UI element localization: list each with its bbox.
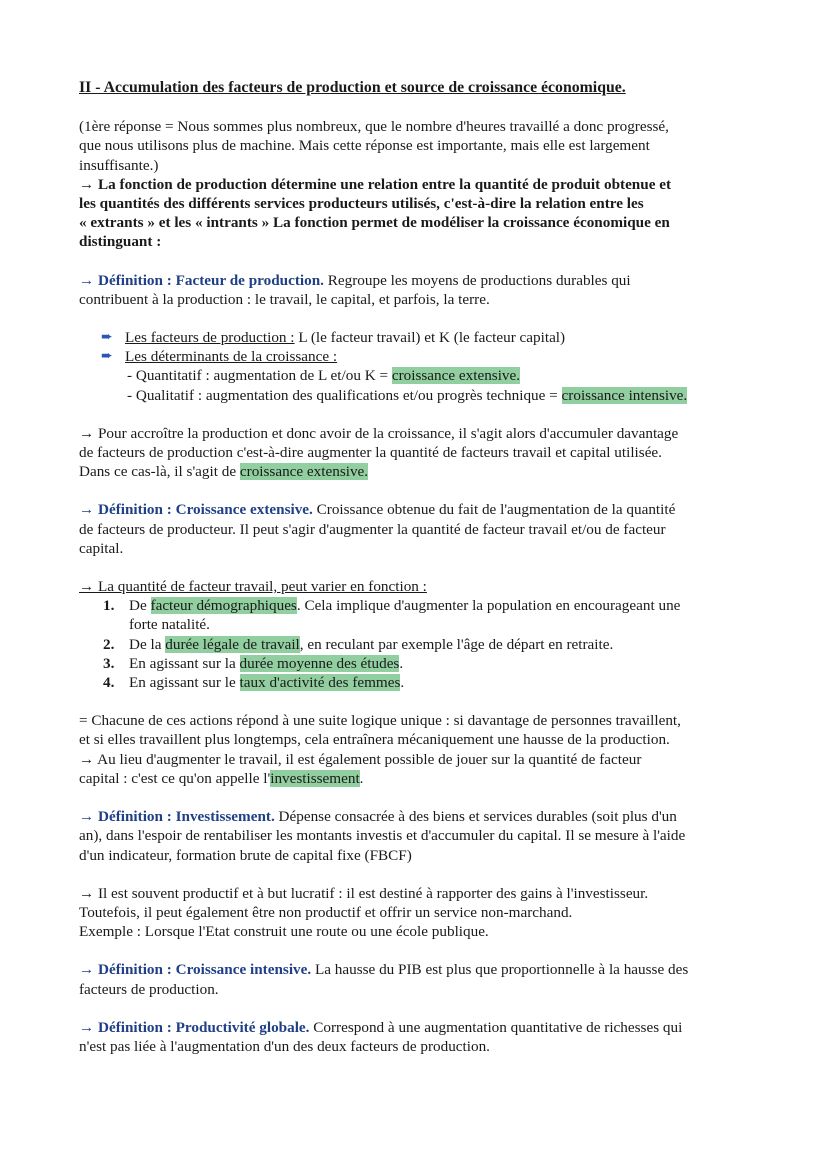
text-line: (1ère réponse = Nous sommes plus nombreux, que le nombre d'heures travaillé a donc progressé, [79, 118, 669, 136]
bullet-item-determinants [101, 347, 759, 366]
definition-label: → Définition : Investissement. [79, 808, 275, 826]
bullet-item-facteurs [101, 328, 759, 347]
text-line: . [359, 769, 364, 787]
numbered-item [103, 654, 759, 673]
arrow-right-icon: ➨ [101, 329, 113, 346]
determinants-sublist [79, 366, 759, 404]
item-number: 2. [103, 635, 115, 653]
definition-extensive [79, 500, 759, 558]
definition-text: Croissance obtenue du fait de l'augmentation de la quantité [312, 501, 676, 519]
item-text: . [400, 674, 405, 692]
highlight: croissance intensive. [561, 386, 688, 404]
text-line: capital : c'est ce qu'on appelle l' [79, 769, 271, 787]
definition-text: La hausse du PIB est plus que proportionnelle à la hausse des [311, 961, 689, 979]
item-number: 4. [103, 674, 115, 692]
item-text: . Cela implique d'augmenter la population en encourageant une [296, 597, 681, 615]
definition-text: Correspond à une augmentation quantitative de richesses qui [309, 1018, 683, 1036]
bullet-label: Les facteurs de production : [125, 329, 295, 347]
text-line: → La fonction de production détermine une relation entre la quantité de produit obtenue et [79, 175, 672, 193]
text-line: et si elles travaillent plus longtemps, cela entraînera mécaniquement une hausse de la production. [79, 731, 670, 749]
item-number: 3. [103, 654, 115, 672]
text-line: Exemple : Lorsque l'Etat construit une route ou une école publique. [79, 923, 489, 941]
fonction-paragraph [79, 175, 759, 252]
definition-facteur [79, 271, 759, 309]
definition-text: Dépense consacrée à des biens et services durables (soit plus d'un [274, 808, 677, 826]
definition-text: n'est pas liée à l'augmentation d'un des deux facteurs de production. [79, 1037, 490, 1055]
highlight: croissance extensive. [239, 463, 369, 481]
numbered-item [103, 673, 759, 692]
item-number: 1. [103, 597, 115, 615]
text-line: → Il est souvent productif et à but lucratif : il est destiné à rapporter des gains à l'investisseur. [79, 884, 649, 902]
text-line: distinguant : [79, 233, 162, 251]
definition-text: capital. [79, 539, 124, 557]
text-line: = Chacune de ces actions répond à une suite logique unique : si davantage de personnes travaillent, [79, 712, 681, 730]
highlight: croissance extensive. [391, 367, 521, 385]
text-line: → Au lieu d'augmenter le travail, il est également possible de jouer sur la quantité de facteur [79, 750, 642, 768]
definition-text: facteurs de production. [79, 980, 219, 998]
item-text: . [399, 654, 404, 672]
sub-item-qualitatif [127, 386, 759, 405]
definition-text: d'un indicateur, formation brute de capital fixe (FBCF) [79, 846, 412, 864]
definition-productivite [79, 1018, 759, 1056]
bullet-label: Les déterminants de la croissance : [125, 348, 338, 366]
item-text: De [129, 597, 151, 615]
sub-item-text: - Qualitatif : augmentation des qualifications et/ou progrès technique = [127, 386, 562, 404]
definition-text: contribuent à la production : le travail, le capital, et parfois, la terre. [79, 290, 490, 308]
text-line: « extrants » et les « intrants » La fonction permet de modéliser la croissance économique en [79, 214, 670, 232]
definition-text: de facteurs de producteur. Il peut s'agir d'augmenter la quantité de facteur travail et/ou de facteur [79, 520, 666, 538]
text-line: de facteurs de production c'est-à-dire augmenter la quantité de facteurs travail et capital utilisée. [79, 444, 662, 462]
definition-text: an), dans l'espoir de rentabiliser les montants investis et d'accumuler du capital. Il se mesure à l'aide [79, 827, 686, 845]
productif-paragraph [79, 884, 759, 942]
bullet-list [101, 328, 759, 366]
intro-paragraph [79, 117, 759, 175]
text-line: que nous utilisons plus de machine. Mais cette réponse est importante, mais elle est largement [79, 137, 650, 155]
highlight: investissement [270, 769, 360, 787]
numbered-list [79, 596, 759, 692]
definition-label: → Définition : Productivité globale. [79, 1018, 310, 1036]
highlight: durée légale de travail [165, 635, 300, 653]
definition-label: → Définition : Croissance intensive. [79, 961, 312, 979]
definition-label: → Définition : Croissance extensive. [79, 501, 313, 519]
document-content [79, 78, 759, 1056]
item-text: En agissant sur le [129, 674, 240, 692]
accroitre-paragraph [79, 424, 759, 482]
bullet-text: L (le facteur travail) et K (le facteur capital) [294, 329, 566, 347]
quantite-section [79, 577, 759, 692]
numbered-item [103, 635, 759, 654]
definition-investissement [79, 807, 759, 865]
sub-item-text: - Quantitatif : augmentation de L et/ou K = [127, 367, 392, 385]
item-text: De la [129, 635, 166, 653]
item-text: forte natalité. [129, 616, 210, 634]
text-line: Dans ce cas-là, il s'agit de [79, 463, 240, 481]
highlight: durée moyenne des études [239, 654, 400, 672]
definition-label: → Définition : Facteur de production. [79, 271, 324, 289]
chacune-paragraph [79, 711, 759, 788]
item-text: En agissant sur la [129, 654, 240, 672]
highlight: taux d'activité des femmes [239, 674, 401, 692]
definition-intensive [79, 960, 759, 998]
arrow-right-icon: ➨ [101, 348, 113, 365]
text-line: insuffisante.) [79, 156, 159, 174]
numbered-item [103, 596, 759, 634]
text-line: les quantités des différents services producteurs utilisés, c'est-à-dire la relation entre les [79, 195, 644, 213]
quantite-heading: → La quantité de facteur travail, peut varier en fonction : [79, 578, 427, 596]
sub-item-quantitatif [127, 366, 759, 385]
item-text: , en reculant par exemple l'âge de départ en retraite. [299, 635, 614, 653]
highlight: facteur démographiques [150, 597, 297, 615]
section-title: II - Accumulation des facteurs de production et source de croissance économique. [79, 79, 626, 96]
text-line: → Pour accroître la production et donc avoir de la croissance, il s'agit alors d'accumuler davantage [79, 424, 679, 442]
definition-text: Regroupe les moyens de productions durables qui [323, 271, 631, 289]
text-line: Toutefois, il peut également être non productif et offrir un service non-marchand. [79, 903, 573, 921]
